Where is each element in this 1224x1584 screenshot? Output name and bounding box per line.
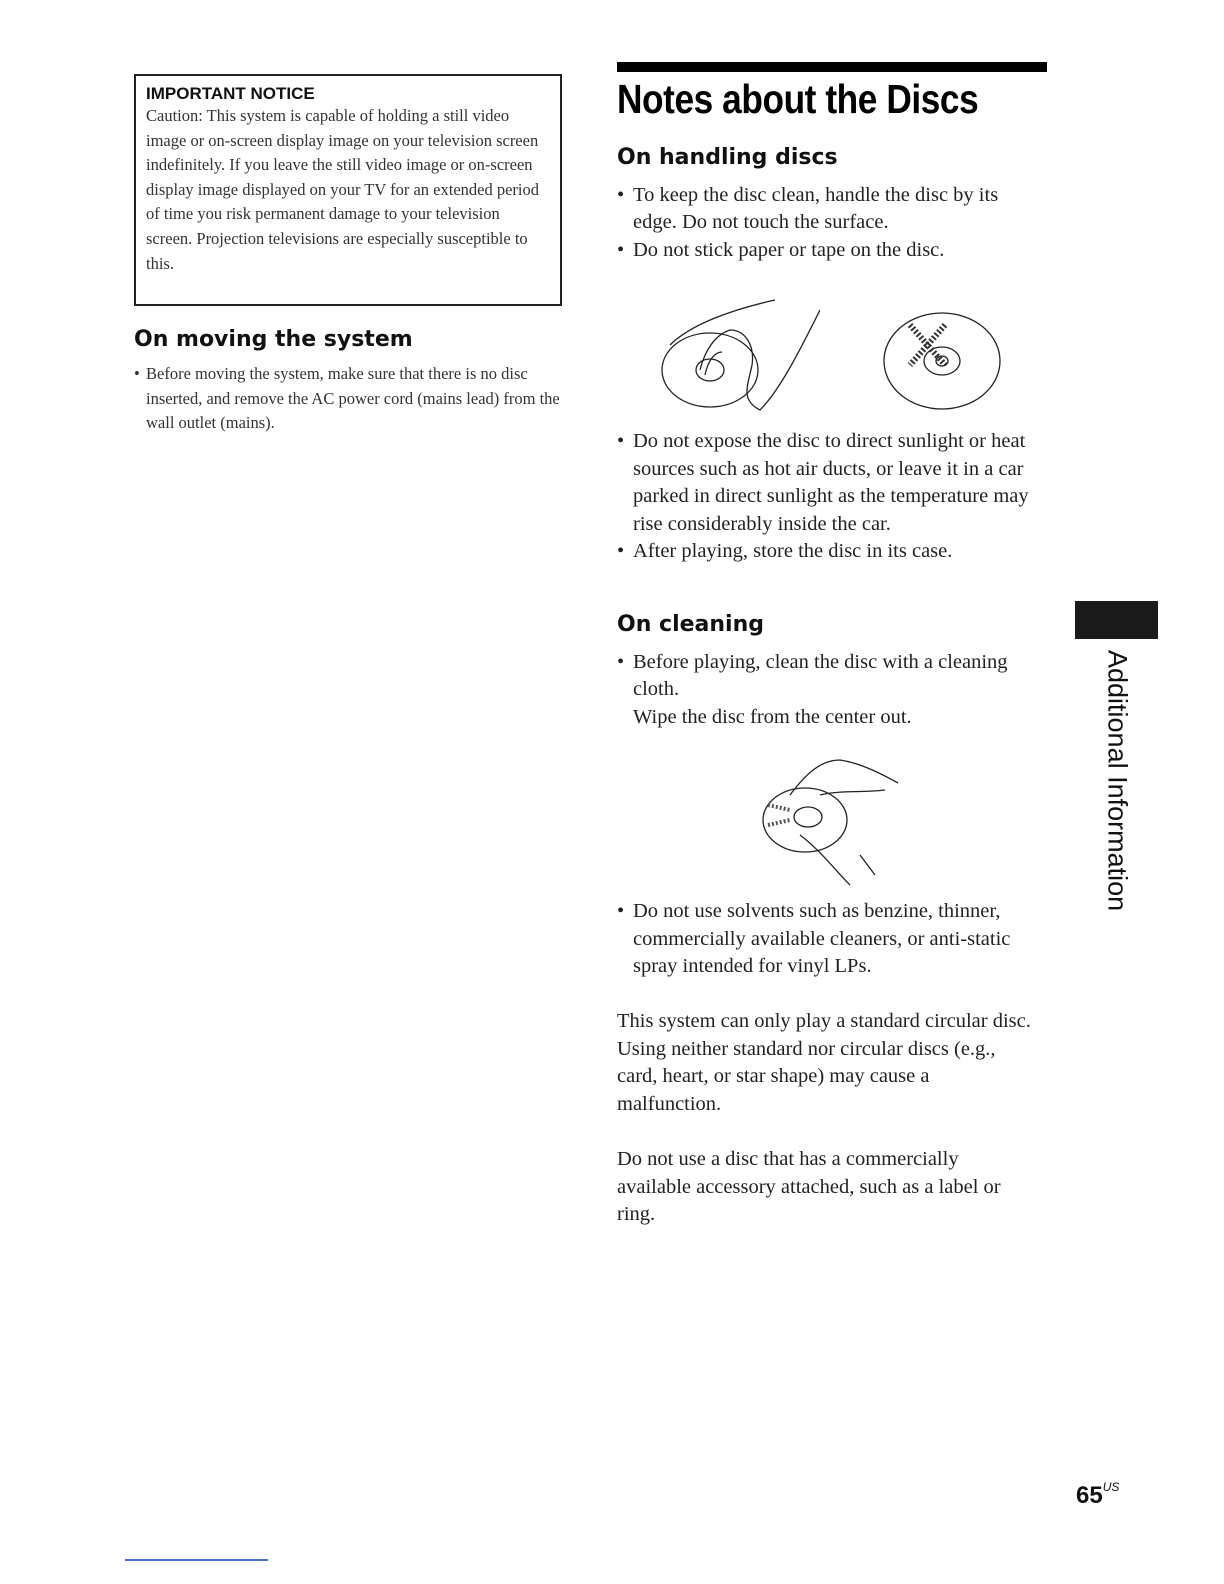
list-item: • Do not expose the disc to direct sunlight or heat sources such as hot air ducts, or leave it in a car parked in direct sunlight as the temperature may rise considerably inside the car.: [617, 428, 1047, 538]
handling-list-bottom: [617, 428, 1047, 566]
cleaning-bullet-line1: Before playing, clean the disc with a cleaning cloth.: [633, 650, 1008, 700]
disc-edge-shape: [662, 333, 758, 407]
list-item: • Do not use solvents such as benzine, thinner, commercially available cleaners, or anti-static spray intended for vinyl LPs.: [617, 898, 1047, 981]
list-item: • Do not stick paper or tape on the disc.: [617, 237, 1047, 265]
title-rule: [617, 62, 1047, 72]
bottom-rule: [125, 1559, 268, 1561]
cleaning-section: [617, 611, 1047, 731]
disc-wiping-illustration: [760, 755, 900, 890]
disc-edge-shape: [763, 788, 847, 852]
thumb-line: [705, 352, 722, 375]
section-tab-label: Additional Information: [1102, 650, 1133, 912]
page-number-suffix: US: [1102, 1480, 1120, 1494]
handling-section-continued: [617, 428, 1047, 566]
handling-heading: On handling discs: [617, 145, 838, 170]
moving-list: [134, 362, 564, 436]
disc-tape-illustration: [880, 305, 1005, 415]
page-number-value: 65: [1076, 1482, 1103, 1509]
important-notice-box: [134, 74, 562, 306]
disc-hole-shape: [794, 807, 822, 827]
moving-heading: On moving the system: [134, 327, 413, 352]
list-item: [617, 649, 1047, 732]
list-item: • Before moving the system, make sure that there is no disc inserted, and remove the AC power cord (mains lead) from the wall outlet (mains).: [134, 362, 564, 436]
cleaning-list-2: [617, 898, 1047, 981]
handling-list-top: [617, 182, 1047, 265]
cleaning-bullet-line2: Wipe the disc from the center out.: [633, 705, 912, 728]
cross-mark-icon: [910, 325, 945, 365]
page-number: [1076, 1480, 1119, 1510]
notice-title: IMPORTANT NOTICE: [146, 84, 315, 103]
holding-hand-lines: [800, 835, 875, 885]
hand-fingers: [700, 310, 820, 410]
page-title: Notes about the Discs: [617, 76, 979, 122]
cleaning-section-continued: [617, 898, 1047, 981]
list-item: • To keep the disc clean, handle the disc by its edge. Do not touch the surface.: [617, 182, 1047, 237]
notice-body: Caution: This system is capable of holding a still video image or on-screen display image on your television screen indefinitely. If you leave the still video image or on-screen display image displayed on your TV for an extended period of time you risk permanent damage to your television screen. Projection televisions are especially susceptible to this.: [146, 106, 540, 273]
paragraph-accessory: Do not use a disc that has a commercially available accessory attached, such as a label or ring.: [617, 1148, 1001, 1225]
wipe-direction-icon: [768, 805, 790, 825]
moving-section: [134, 327, 564, 436]
section-tab-marker: [1075, 601, 1158, 639]
paragraph-circular-disc: This system can only play a standard circular disc. Using neither standard nor circular discs (e.g., card, heart, or star shape) may cause a malfunction.: [617, 1010, 1031, 1115]
cleaning-heading: On cleaning: [617, 612, 764, 637]
cleaning-list: [617, 649, 1047, 732]
disc-handling-illustration: [660, 290, 820, 415]
handling-section: [617, 144, 1047, 264]
list-item: • After playing, store the disc in its case.: [617, 538, 1047, 566]
